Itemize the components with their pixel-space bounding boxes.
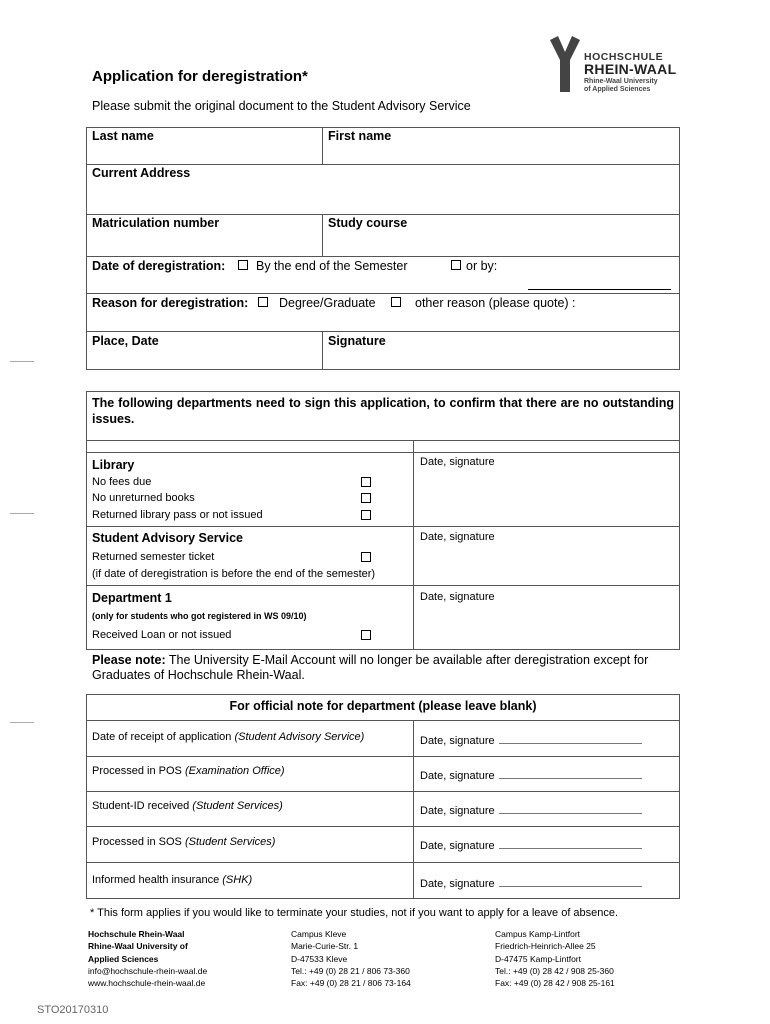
department-1-title: Department 1 [92, 591, 172, 605]
please-note-text: The University E-Mail Account will no longer be available after deregistration except for Graduates of Hochschule Rhein-Waal. [92, 653, 649, 682]
logo-line-1: HOCHSCHULE [584, 51, 664, 63]
official-row-sos-date-signature [420, 838, 642, 852]
please-note [92, 653, 682, 683]
library-item-no-fees: No fees due [92, 476, 152, 488]
official-row-student-id-label: Student-ID received [92, 800, 190, 812]
divider [86, 256, 680, 257]
logo-line-2: RHEIN-WAAL [584, 61, 677, 77]
divider [86, 164, 680, 165]
divider [322, 331, 323, 370]
please-note-label: Please note: [92, 653, 166, 667]
footer-kleve-city: D-47533 Kleve [291, 953, 348, 964]
official-row-student-id-date-signature [420, 803, 642, 817]
divider [86, 293, 680, 294]
divider [86, 452, 680, 453]
no-books-checkbox[interactable] [361, 493, 371, 503]
student-advisory-date-signature: Date, signature [420, 531, 495, 543]
signature-line[interactable] [499, 733, 642, 744]
official-note-title: For official note for department (please leave blank) [229, 699, 537, 713]
divider [86, 720, 680, 721]
loan-checkbox[interactable] [361, 630, 371, 640]
footer-kleve-campus: Campus Kleve [291, 929, 347, 939]
page-title: Application for deregistration* [92, 68, 308, 85]
divider [86, 214, 680, 215]
other-reason-checkbox[interactable] [391, 297, 401, 307]
official-row-health-insurance-label: Informed health insurance [92, 874, 220, 886]
library-pass-checkbox[interactable] [361, 510, 371, 520]
student-advisory-note: (if date of deregistration is before the end of the semester) [92, 568, 376, 580]
official-row-receipt-date-signature [420, 733, 642, 747]
date-signature-label: Date, signature [420, 840, 495, 852]
university-logo [548, 36, 688, 96]
divider [86, 756, 680, 757]
current-address-label: Current Address [92, 166, 191, 180]
footer-col-kamp-lintfort [495, 928, 615, 989]
official-row-pos-dept: (Examination Office) [184, 765, 285, 777]
logo-line-3a: Rhine-Waal University [584, 78, 658, 85]
official-row-health-insurance [92, 874, 252, 886]
signature-line[interactable] [499, 876, 642, 887]
student-advisory-item: Returned semester ticket [92, 551, 215, 563]
end-of-semester-checkbox[interactable] [238, 260, 248, 270]
footer-kleve-fax: Fax: +49 (0) 28 21 / 806 73-164 [291, 978, 411, 989]
divider [413, 440, 414, 650]
margin-mark [10, 722, 34, 723]
official-row-receipt-label: Date of receipt of application [92, 731, 232, 743]
divider [86, 862, 680, 863]
or-by-date-line[interactable] [528, 289, 671, 290]
last-name-label: Last name [92, 129, 154, 143]
footer-col-university [88, 928, 207, 989]
divider [86, 440, 680, 441]
official-row-pos-label: Processed in POS [92, 765, 182, 777]
footer-email: info@hochschule-rhein-waal.de [88, 965, 208, 976]
divider [413, 720, 414, 899]
divider [86, 791, 680, 792]
official-row-pos [92, 765, 285, 777]
no-fees-checkbox[interactable] [361, 477, 371, 487]
place-date-label: Place, Date [92, 334, 159, 348]
margin-mark [10, 361, 34, 362]
department-1-date-signature: Date, signature [420, 591, 495, 603]
study-course-label: Study course [328, 216, 408, 230]
page-subtitle: Please submit the original document to the Student Advisory Service [92, 99, 471, 113]
footnote: * This form applies if you would like to terminate your studies, not if you want to apply for a leave of absence. [90, 907, 619, 919]
official-row-sos-dept: (Student Services) [184, 836, 276, 848]
official-row-health-insurance-dept: (SHK) [222, 874, 253, 886]
end-of-semester-label: By the end of the Semester [256, 259, 408, 273]
official-row-receipt [92, 731, 364, 743]
first-name-label: First name [328, 129, 392, 143]
degree-graduate-label: Degree/Graduate [279, 296, 376, 310]
date-of-deregistration-label: Date of deregistration: [92, 259, 226, 273]
footer-website: www.hochschule-rhein-waal.de [88, 978, 206, 989]
footer-kamp-tel: Tel.: +49 (0) 28 42 / 908 25-360 [495, 965, 614, 976]
footer-kamp-fax: Fax: +49 (0) 28 42 / 908 25-161 [495, 978, 615, 989]
official-row-receipt-dept: (Student Advisory Service) [234, 731, 365, 743]
footer-kleve-street: Marie-Curie-Str. 1 [291, 941, 359, 952]
date-signature-label: Date, signature [420, 805, 495, 817]
signature-line[interactable] [499, 768, 642, 779]
student-advisory-title: Student Advisory Service [92, 531, 243, 545]
logo-line-3 [584, 78, 658, 94]
reason-for-deregistration-label: Reason for deregistration: [92, 296, 249, 310]
footer-kamp-city: D-47475 Kamp-Lintfort [495, 953, 581, 964]
divider [86, 826, 680, 827]
divider [86, 585, 680, 586]
department-1-note: (only for students who got registered in WS 09/10) [92, 611, 307, 621]
degree-graduate-checkbox[interactable] [258, 297, 268, 307]
margin-mark [10, 513, 34, 514]
signature-label: Signature [328, 334, 386, 348]
official-row-student-id-dept: (Student Services) [192, 800, 283, 812]
divider [86, 331, 680, 332]
official-row-student-id [92, 800, 283, 812]
footer-kamp-street: Friedrich-Heinrich-Allee 25 [495, 941, 596, 952]
footer-col-kleve [291, 928, 411, 989]
date-signature-label: Date, signature [420, 878, 495, 890]
footer-kleve-tel: Tel.: +49 (0) 28 21 / 806 73-360 [291, 965, 410, 976]
logo-line-3b: of Applied Sciences [584, 86, 651, 93]
library-item-no-books: No unreturned books [92, 492, 195, 504]
footer-university-name: Hochschule Rhein-Waal [88, 929, 185, 939]
department-1-item: Received Loan or not issued [92, 629, 232, 641]
library-title: Library [92, 458, 135, 472]
document-code: STO20170310 [37, 1004, 109, 1016]
logo-mark-icon [548, 36, 582, 92]
footer-kamp-campus: Campus Kamp-Lintfort [495, 929, 581, 939]
footer-university-en: Rhine-Waal University of [88, 941, 188, 952]
signature-line[interactable] [499, 838, 642, 849]
date-signature-label: Date, signature [420, 735, 495, 747]
matriculation-number-label: Matriculation number [92, 216, 220, 230]
or-by-label: or by: [466, 259, 498, 273]
library-item-pass: Returned library pass or not issued [92, 509, 263, 521]
footer-university-en-2: Applied Sciences [88, 953, 159, 964]
or-by-checkbox[interactable] [451, 260, 461, 270]
official-row-sos-label: Processed in SOS [92, 836, 182, 848]
official-row-health-insurance-date-signature [420, 876, 642, 890]
divider [322, 214, 323, 256]
divider [86, 526, 680, 527]
signature-line[interactable] [499, 803, 642, 814]
official-row-sos [92, 836, 275, 848]
official-note-section [86, 694, 680, 899]
departments-intro: The following departments need to sign this application, to confirm that there are no outstanding issues. [92, 396, 674, 426]
date-signature-label: Date, signature [420, 770, 495, 782]
official-row-pos-date-signature [420, 768, 642, 782]
semester-ticket-checkbox[interactable] [361, 552, 371, 562]
divider [322, 127, 323, 164]
library-date-signature: Date, signature [420, 456, 495, 468]
other-reason-label: other reason (please quote) : [415, 296, 576, 310]
